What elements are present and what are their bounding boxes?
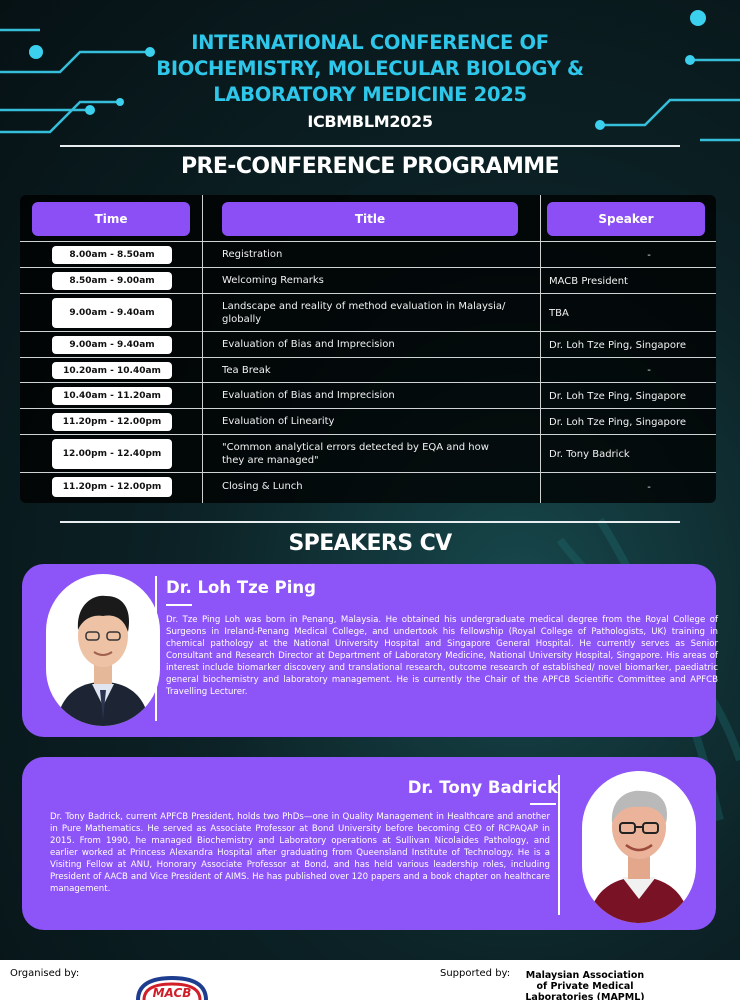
session-title: Evaluation of Bias and Imprecision	[222, 390, 395, 402]
session-title: Evaluation of Linearity	[222, 416, 335, 428]
table-row	[20, 331, 716, 357]
speaker-card-badrick	[22, 757, 716, 930]
table-row	[20, 267, 716, 293]
column-header-time: Time	[32, 202, 190, 236]
speaker-cv: Dr. Tze Ping Loh was born in Penang, Malaysia. He obtained his undergraduate medical degree from the Royal College of Surgeons in Ireland-Penang Medical College, and undertook his fellowship (Royal College of Pathologists, UK) training in chemical pathology at the National University Hospital and Singapore General Hospital. He currently serves as Senior Consultant and Research Director at Department of Laboratory Medicine, National University Hospital, Singapore. His areas of interest include biomarker discovery and translational research, outcome research of established/ novel biomarker, paediatric general biochemistry and laboratory management. He is currently the Chair of the APFCB Scientific Committee and APFCB Travelling Lecturer.	[166, 615, 718, 697]
time-slot: 10.40am - 11.20am	[52, 387, 172, 405]
column-header-speaker: Speaker	[547, 202, 705, 236]
time-slot: 8.50am - 9.00am	[52, 272, 172, 290]
supporter-line: Malaysian Association	[525, 970, 645, 981]
supported-by-label: Supported by:	[440, 968, 511, 979]
table-row	[20, 357, 716, 382]
speakers-heading: SPEAKERS CV	[288, 531, 452, 556]
conference-title-line3: LABORATORY MEDICINE 2025	[213, 83, 527, 106]
session-title: Tea Break	[222, 364, 271, 376]
session-speaker: -	[647, 481, 651, 493]
conference-title-line2: BIOCHEMISTRY, MOLECULAR BIOLOGY &	[156, 57, 584, 80]
conference-title	[110, 30, 630, 108]
session-speaker: -	[647, 365, 651, 376]
table-row	[20, 434, 716, 472]
divider-top	[60, 145, 680, 147]
time-slot: 10.20am - 10.40am	[52, 362, 172, 379]
time-slot: 8.00am - 8.50am	[52, 246, 172, 264]
card-divider	[155, 576, 157, 721]
session-speaker: Dr. Loh Tze Ping, Singapore	[549, 416, 687, 428]
session-speaker: TBA	[549, 307, 569, 319]
supporter-line: Laboratories (MAPML)	[525, 992, 645, 1000]
speaker-name: Dr. Tony Badrick	[407, 778, 558, 797]
name-underline	[530, 803, 556, 805]
session-title: Welcoming Remarks	[222, 275, 324, 287]
time-slot: 9.00am - 9.40am	[52, 298, 172, 328]
session-title: Evaluation of Bias and Imprecision	[222, 339, 395, 351]
speaker-photo	[46, 574, 160, 726]
supporter-name	[520, 970, 650, 1000]
time-slot: 9.00am - 9.40am	[52, 336, 172, 354]
session-speaker: Dr. Loh Tze Ping, Singapore	[549, 390, 687, 402]
table-row	[20, 472, 716, 500]
name-underline	[166, 604, 192, 606]
speaker-photo	[582, 771, 696, 923]
conference-title-line1: INTERNATIONAL CONFERENCE OF	[191, 31, 549, 54]
session-speaker: MACB President	[549, 275, 628, 287]
session-speaker: Dr. Tony Badrick	[549, 448, 630, 460]
time-slot: 11.20pm - 12.00pm	[52, 413, 172, 431]
time-slot: 11.20pm - 12.00pm	[52, 477, 172, 497]
conference-header	[0, 30, 740, 131]
programme-table	[20, 195, 716, 503]
session-speaker: -	[647, 249, 651, 261]
programme-heading: PRE-CONFERENCE PROGRAMME	[181, 154, 559, 179]
speaker-name: Dr. Loh Tze Ping	[166, 578, 316, 597]
organised-by-label: Organised by:	[10, 968, 80, 979]
session-title: Closing & Lunch	[222, 481, 303, 493]
speaker-cv: Dr. Tony Badrick, current APFCB President, holds two PhDs—one in Quality Management in Healthcare and another in Pure Mathematics. He served as Associate Professor at Bond University before becoming CEO of RCPAQAP in 2015. From 1990, he managed Biochemistry and Laboratory operations at Sullivan Nicolaides Pathology, and earlier worked at Princess Alexandra Hospital after graduating from Queensland Institute of Technology. He is a Visiting Fellow at ANU, Honorary Associate Professor at Bond, and has held various leadership roles, including President of AACB and Vice President of AIMS. He has published over 120 papers and a book chapter on healthcare management.	[50, 812, 550, 894]
macb-logo	[132, 972, 212, 1000]
macb-logo-text: MACB	[152, 986, 192, 1000]
table-row	[20, 382, 716, 408]
time-slot: 12.00pm - 12.40pm	[52, 439, 172, 469]
session-title: Landscape and reality of method evaluation in Malaysia/ globally	[222, 300, 506, 325]
divider-middle	[60, 521, 680, 523]
session-title: "Common analytical errors detected by EQA and how they are managed"	[222, 441, 489, 466]
supporter-line: of Private Medical	[536, 981, 634, 992]
session-speaker: Dr. Loh Tze Ping, Singapore	[549, 339, 687, 351]
table-row	[20, 241, 716, 267]
conference-code: ICBMBLM2025	[307, 112, 433, 131]
speaker-card-loh	[22, 564, 716, 737]
session-title: Registration	[222, 249, 283, 261]
table-row	[20, 408, 716, 434]
footer	[0, 960, 740, 1000]
column-header-title: Title	[222, 202, 518, 236]
card-divider	[558, 775, 560, 915]
table-row	[20, 293, 716, 331]
